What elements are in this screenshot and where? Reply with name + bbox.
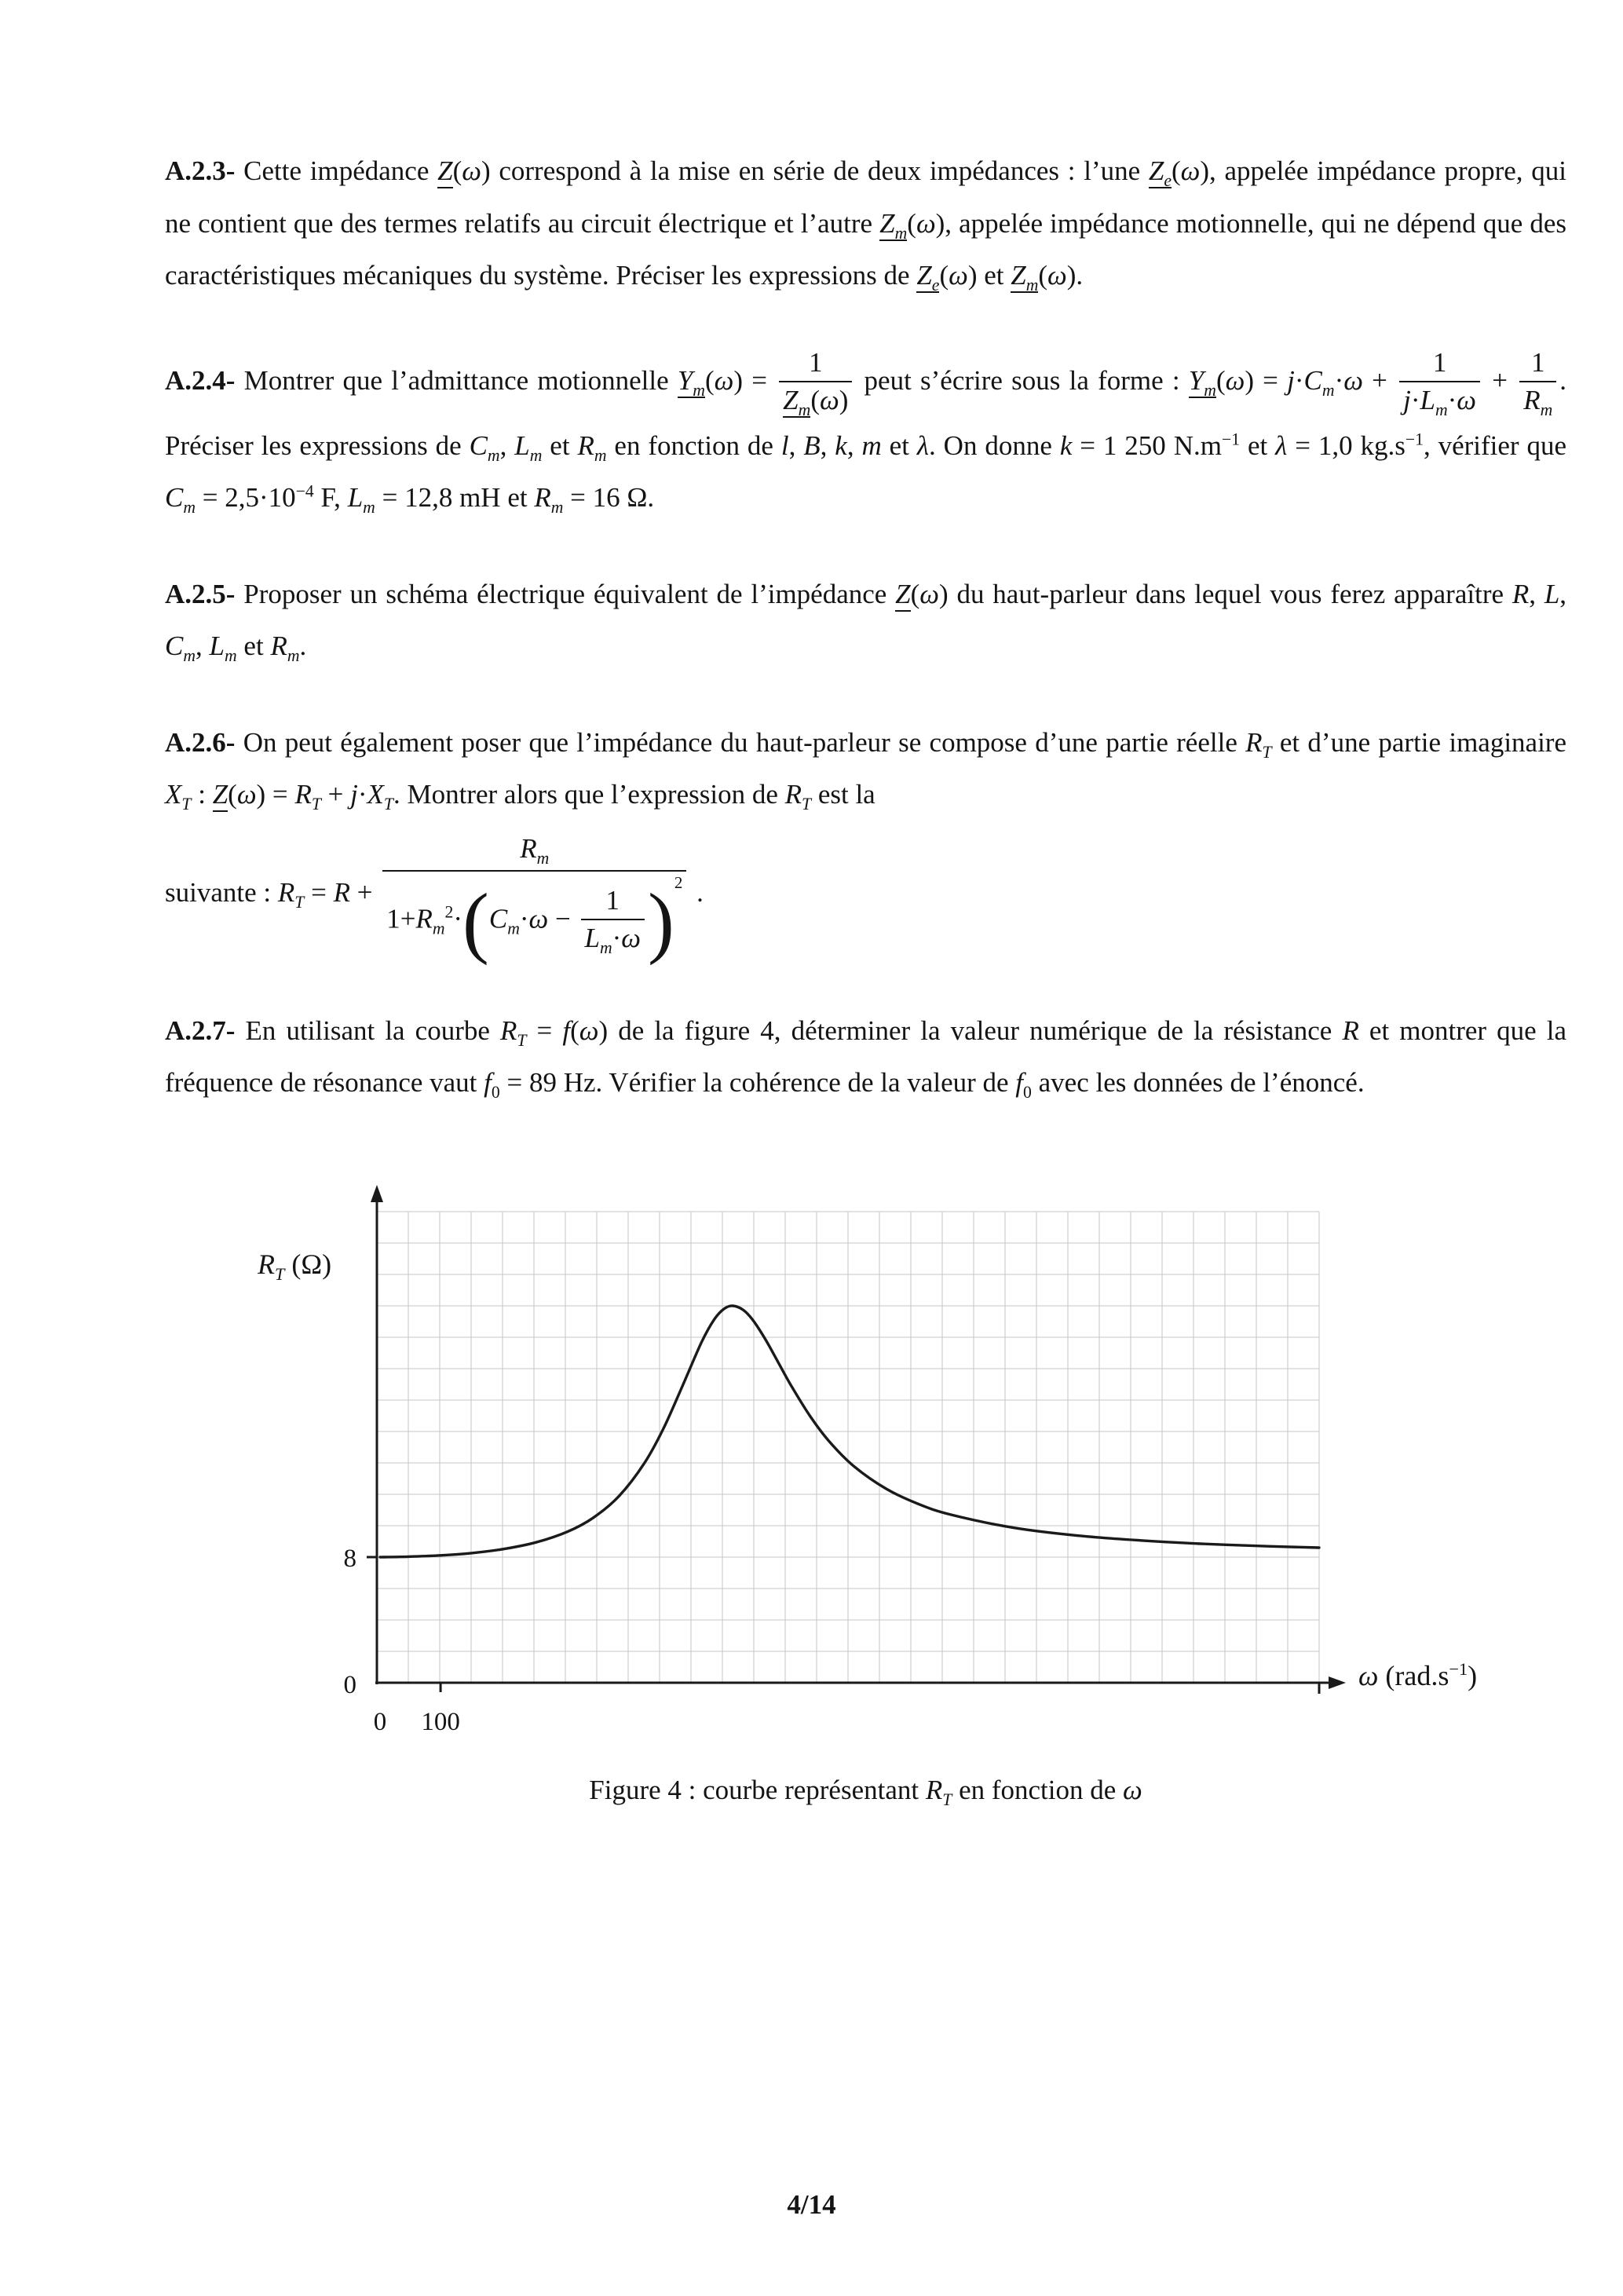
y-axis-arrow [371, 1185, 383, 1202]
chart-grid [377, 1212, 1319, 1683]
figure-caption: Figure 4 : courbe représentant $R_T$ en fonction de ω [589, 1774, 1142, 1809]
x-tick-0-label: 0 [373, 1707, 387, 1736]
x-axis-label: ω $(rad.s^{-1})$ [1358, 1658, 1478, 1691]
question-a26-intro: A.2.6- On peut également poser que l’impédance du haut-parleur se compose d’une partie réelle $R_T$ et d’une partie imaginaire $X_T$ : $Z(\omega) = R_T + j\cdot X_T$. Montrer alors que l’expression de $R_T$ est la [165, 726, 1566, 814]
question-a27: A.2.7- En utilisant la courbe $R_T = f(\omega)$ de la figure 4, déterminer la valeur numérique de la résistance R et montrer que la fréquence de résonance vaut $f_0 = 89$ Hz. Vérifier la cohérence de la valeur de $f_0$ avec les données de l’énoncé. [165, 1015, 1566, 1102]
question-a25: A.2.5- Proposer un schéma électrique équivalent de l’impédance Z(ω) du haut-parleur dans lequel vous ferez apparaître R, L, $C_m$, $L_m$ et $R_m$. [165, 578, 1567, 666]
question-a24: A.2.4- Montrer que l’admittance motionnelle $Y_m(\omega)$ = $\frac{1}{Z_m(\omega)}$ peut s’écrire sous la forme : $Y_m(\omega) = j\cdot C_m\cdot\omega$ + $\frac{1}{j\cdot L_m\cdot\omega}$ + $\frac{1}{R_m}$ . Préciser les expressions de $C_m$, $L_m$ et $R_m$ en fonction de l, B, k, m et λ. On donne k = 1 250 $N.m^{-1}$ et λ = 1,0 $kg.s^{-1}$, vérifier que $C_m = 2,5\cdot 10^{-4}$ F, $L_m = 12,8$ mH et $R_m = 16$ Ω. [165, 346, 1567, 517]
x-axis-arrow [1329, 1676, 1346, 1689]
figure-4 [181, 1180, 1563, 1739]
y-axis-label: $R_T$ (Ω) [258, 1248, 332, 1285]
question-a26-equation: suivante : $R_T = R$ + $R_m$ $1+R_m^2\cdot(C_m\cdot\omega$ − $\frac{1}{L_m\cdot\omega}$ )$^2$ . [165, 832, 704, 965]
y-tick-0-label: 0 [343, 1670, 356, 1699]
figure-4-chart [181, 1180, 1358, 1739]
page-content [165, 0, 1566, 1810]
y-tick-8-label: 8 [343, 1544, 356, 1573]
question-a23: A.2.3- Cette impédance Z(ω) correspond à la mise en série de deux impédances : l’une $Z_e(\omega)$, appelée impédance propre, qui ne contient que des termes relatifs au circuit électrique et l’autre $Z_m(\omega)$, appelée impédance motionnelle, qui ne dépend que des caractéristiques mécaniques du système. Préciser les expressions de $Z_e(\omega)$ et $Z_m(\omega)$. [165, 155, 1567, 294]
x-tick-100-label: 100 [421, 1707, 460, 1736]
page-number: 4/14 [787, 2189, 836, 2220]
